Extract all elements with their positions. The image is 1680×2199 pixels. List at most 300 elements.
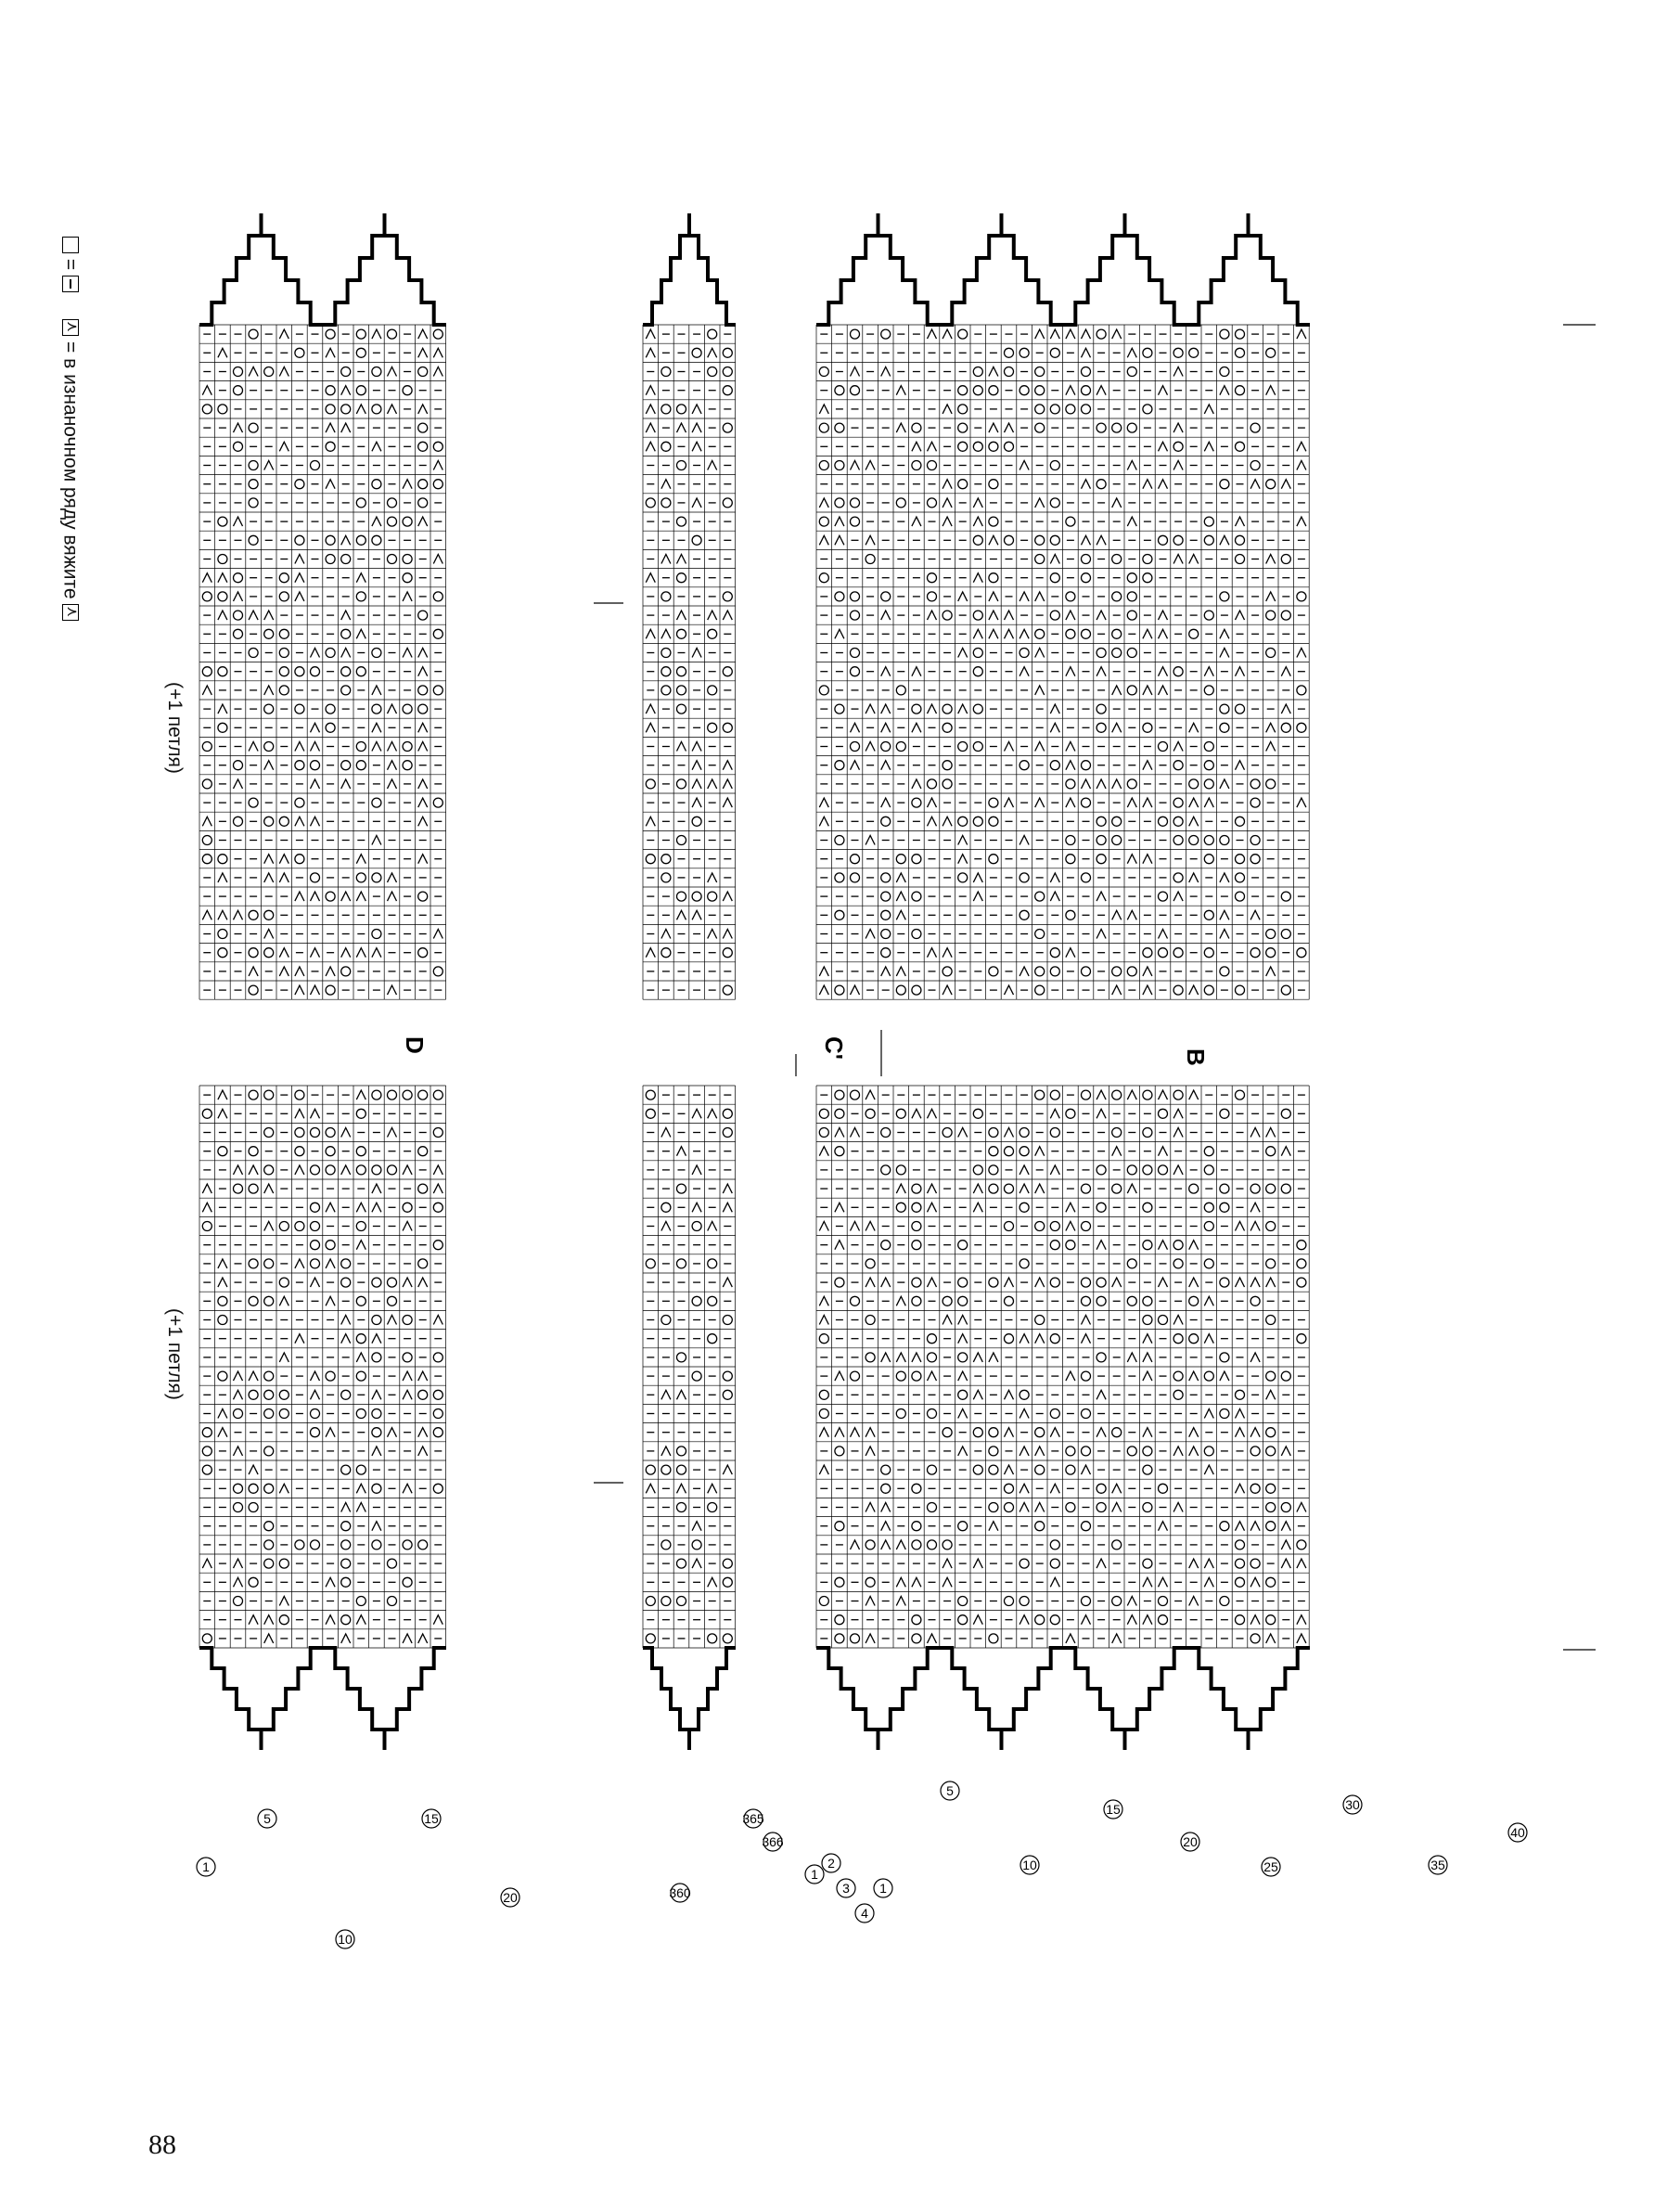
decrease-icon (418, 348, 428, 357)
yarn-over-icon (372, 367, 381, 377)
decrease-icon (295, 1334, 304, 1344)
yarn-over-icon (1266, 1259, 1276, 1268)
yarn-over-icon (1281, 555, 1290, 564)
yarn-over-icon (1127, 967, 1136, 976)
decrease-icon (677, 742, 686, 752)
yarn-over-icon (1035, 1465, 1045, 1474)
decrease-icon (356, 1202, 365, 1212)
decrease-icon (1204, 1409, 1213, 1419)
yarn-over-icon (835, 386, 844, 395)
yarn-over-icon (372, 535, 381, 545)
yarn-over-icon (1250, 1559, 1260, 1568)
yarn-over-icon (1127, 611, 1136, 620)
decrease-icon (356, 948, 365, 958)
yarn-over-icon (1066, 1503, 1075, 1512)
decrease-icon (311, 892, 320, 901)
decrease-icon (202, 910, 212, 919)
decrease-icon (881, 1522, 891, 1531)
decrease-icon (692, 761, 701, 770)
decrease-icon (279, 967, 289, 976)
yarn-over-icon (1143, 1090, 1152, 1100)
decrease-icon (723, 611, 732, 620)
yarn-over-icon (1096, 1353, 1106, 1362)
yarn-over-icon (249, 1259, 258, 1268)
yarn-over-icon (433, 1202, 442, 1212)
decrease-icon (851, 723, 860, 732)
decrease-icon (1281, 1540, 1290, 1550)
decrease-icon (403, 1390, 412, 1399)
decrease-icon (295, 985, 304, 995)
decrease-icon (851, 367, 860, 377)
decrease-icon (388, 1428, 397, 1437)
yarn-over-icon (1096, 1278, 1106, 1287)
decrease-icon (279, 442, 289, 451)
yarn-over-icon (1189, 348, 1199, 357)
decrease-icon (388, 1316, 397, 1325)
decrease-icon (418, 1371, 428, 1381)
yarn-over-icon (1159, 1316, 1168, 1325)
yarn-over-icon (835, 423, 844, 432)
decrease-icon (708, 930, 717, 939)
yarn-over-icon (1189, 1334, 1199, 1344)
yarn-over-icon (1096, 1165, 1106, 1175)
decrease-icon (943, 517, 952, 526)
yarn-over-icon (708, 1296, 717, 1305)
decrease-icon (896, 1184, 905, 1193)
yarn-over-icon (311, 461, 320, 470)
decrease-icon (958, 1128, 968, 1138)
yarn-over-icon (989, 798, 998, 807)
yarn-over-icon (1127, 1296, 1136, 1305)
decrease-icon (708, 1484, 717, 1493)
decrease-icon (973, 1353, 982, 1362)
yarn-over-icon (433, 1090, 442, 1100)
yarn-over-icon (646, 1090, 655, 1100)
yarn-over-icon (1297, 686, 1306, 695)
decrease-icon (1204, 1334, 1213, 1344)
yarn-over-icon (692, 1296, 701, 1305)
yarn-over-icon (1035, 629, 1045, 638)
decrease-icon (1143, 855, 1152, 864)
decrease-icon (311, 779, 320, 789)
yarn-over-icon (912, 461, 921, 470)
yarn-over-icon (943, 1428, 952, 1437)
decrease-icon (1096, 1109, 1106, 1118)
yarn-over-icon (403, 742, 412, 752)
yarn-over-icon (912, 704, 921, 714)
decrease-icon (866, 704, 875, 714)
decrease-icon (1082, 1615, 1091, 1625)
decrease-icon (943, 985, 952, 995)
decrease-icon (249, 1465, 258, 1474)
yarn-over-icon (249, 1577, 258, 1587)
decrease-icon (1020, 1447, 1029, 1456)
yarn-over-icon (851, 1634, 860, 1643)
decrease-icon (1236, 1409, 1245, 1419)
yarn-over-icon (341, 555, 351, 564)
decrease-icon (234, 1390, 243, 1399)
yarn-over-icon (912, 1522, 921, 1531)
yarn-over-icon (356, 386, 365, 395)
decrease-icon (1020, 1184, 1029, 1193)
yarn-over-icon (202, 836, 212, 845)
yarn-over-icon (249, 985, 258, 995)
chart-d-bottom-grid (199, 1086, 446, 1648)
yarn-over-icon (1204, 910, 1213, 919)
decrease-icon (1266, 1128, 1276, 1138)
decrease-icon (835, 629, 844, 638)
yarn-over-icon (1297, 948, 1306, 958)
decrease-icon (264, 1615, 274, 1625)
decrease-icon (279, 367, 289, 377)
yarn-over-icon (279, 817, 289, 826)
decrease-icon (418, 817, 428, 826)
decrease-icon (928, 1109, 937, 1118)
decrease-icon (372, 836, 381, 845)
decrease-icon (943, 948, 952, 958)
decrease-icon (1096, 1390, 1106, 1399)
yarn-over-icon (1236, 873, 1245, 882)
svg-text:365: 365 (742, 1811, 764, 1826)
yarn-over-icon (1020, 761, 1029, 770)
yarn-over-icon (928, 1465, 937, 1474)
yarn-over-icon (1066, 517, 1075, 526)
yarn-over-icon (866, 1259, 875, 1268)
decrease-icon (1189, 1597, 1199, 1606)
yarn-over-icon (708, 1503, 717, 1512)
yarn-over-icon (1189, 629, 1199, 638)
decrease-icon (723, 1184, 732, 1193)
decrease-icon (1281, 1147, 1290, 1156)
svg-text:5: 5 (946, 1783, 954, 1798)
decrease-icon (234, 423, 243, 432)
yarn-over-icon (433, 1390, 442, 1399)
decrease-icon (1005, 1128, 1014, 1138)
decrease-icon (1189, 1559, 1199, 1568)
yarn-over-icon (264, 367, 274, 377)
yarn-over-icon (264, 1128, 274, 1138)
yarn-over-icon (912, 1296, 921, 1305)
decrease-icon (1066, 742, 1075, 752)
yarn-over-icon (835, 761, 844, 770)
yarn-over-icon (989, 1147, 998, 1156)
yarn-over-icon (356, 498, 365, 508)
yarn-over-icon (723, 1371, 732, 1381)
yarn-over-icon (1143, 1128, 1152, 1138)
decrease-icon (249, 742, 258, 752)
yarn-over-icon (1005, 1147, 1014, 1156)
decrease-icon (1143, 686, 1152, 695)
yarn-over-icon (1220, 1278, 1229, 1287)
yarn-over-icon (372, 1409, 381, 1419)
yarn-over-icon (295, 1090, 304, 1100)
decrease-icon (418, 1278, 428, 1287)
yarn-over-icon (1082, 1090, 1091, 1100)
yarn-over-icon (311, 1165, 320, 1175)
decrease-icon (1189, 723, 1199, 732)
svg-text:366: 366 (762, 1834, 784, 1849)
yarn-over-icon (1035, 1090, 1045, 1100)
yarn-over-icon (912, 1184, 921, 1193)
yarn-over-icon (264, 629, 274, 638)
decrease-icon (943, 1559, 952, 1568)
yarn-over-icon (1112, 592, 1122, 601)
yarn-over-icon (341, 367, 351, 377)
decrease-icon (1220, 629, 1229, 638)
decrease-icon (1035, 1278, 1045, 1287)
yarn-over-icon (708, 1259, 717, 1268)
decrease-icon (1159, 611, 1168, 620)
yarn-over-icon (646, 1597, 655, 1606)
yarn-over-icon (835, 985, 844, 995)
decrease-icon (1204, 405, 1213, 414)
decrease-icon (692, 423, 701, 432)
yarn-over-icon (1143, 1296, 1152, 1305)
decrease-icon (896, 873, 905, 882)
decrease-icon (295, 555, 304, 564)
yarn-over-icon (1236, 1540, 1245, 1550)
decrease-icon (723, 892, 732, 901)
yarn-over-icon (372, 1428, 381, 1437)
yarn-over-icon (433, 442, 442, 451)
yarn-over-icon (1281, 1371, 1290, 1381)
yarn-over-icon (973, 667, 982, 676)
yarn-over-icon (264, 1540, 274, 1550)
yarn-over-icon (835, 1615, 844, 1625)
yarn-over-icon (418, 1390, 428, 1399)
decrease-icon (708, 1109, 717, 1118)
yarn-over-icon (1112, 649, 1122, 658)
yarn-over-icon (851, 517, 860, 526)
yarn-over-icon (1266, 948, 1276, 958)
decrease-icon (1297, 1503, 1306, 1512)
yarn-over-icon (677, 1465, 686, 1474)
yarn-over-icon (326, 1371, 335, 1381)
yarn-over-icon (819, 686, 828, 695)
decrease-icon (723, 930, 732, 939)
decrease-icon (418, 649, 428, 658)
decrease-icon (819, 798, 828, 807)
yarn-over-icon (958, 442, 968, 451)
yarn-over-icon (326, 555, 335, 564)
decrease-icon (1050, 329, 1059, 339)
yarn-over-icon (1082, 1184, 1091, 1193)
decrease-icon (692, 798, 701, 807)
yarn-over-icon (202, 667, 212, 676)
decrease-icon (1082, 1316, 1091, 1325)
decrease-icon (1096, 1090, 1106, 1100)
yarn-over-icon (433, 629, 442, 638)
yarn-over-icon (928, 592, 937, 601)
decrease-icon (866, 535, 875, 545)
yarn-over-icon (1173, 836, 1183, 845)
yarn-over-icon (835, 1278, 844, 1287)
yarn-over-icon (1035, 967, 1045, 976)
svg-text:15: 15 (424, 1811, 439, 1826)
section-label-d: D (401, 1036, 429, 1054)
decrease-icon (646, 817, 655, 826)
chart-c-bottom-grid (643, 1086, 736, 1648)
chart-b-top-grid (816, 325, 1309, 999)
decrease-icon (311, 985, 320, 995)
decrease-icon (1066, 798, 1075, 807)
yarn-over-icon (1220, 1597, 1229, 1606)
yarn-over-icon (1143, 1202, 1152, 1212)
yarn-over-icon (677, 1353, 686, 1362)
decrease-icon (234, 1559, 243, 1568)
decrease-icon (866, 1428, 875, 1437)
yarn-over-icon (218, 1316, 227, 1325)
yarn-over-icon (418, 1259, 428, 1268)
decrease-icon (1173, 1128, 1183, 1138)
decrease-icon (1281, 1559, 1290, 1568)
yarn-over-icon (1020, 873, 1029, 882)
decrease-icon (1159, 480, 1168, 489)
yarn-over-icon (1082, 386, 1091, 395)
decrease-icon (989, 423, 998, 432)
yarn-over-icon (295, 480, 304, 489)
yarn-over-icon (692, 1540, 701, 1550)
yarn-over-icon (1127, 1447, 1136, 1456)
decrease-icon (1266, 1390, 1276, 1399)
row-marker-b-2 (837, 1879, 855, 1897)
decrease-icon (1127, 910, 1136, 919)
decrease-icon (1050, 892, 1059, 901)
yarn-over-icon (249, 649, 258, 658)
decrease-icon (372, 1184, 381, 1193)
yarn-over-icon (1297, 1278, 1306, 1287)
yarn-over-icon (356, 1147, 365, 1156)
yarn-over-icon (1281, 1109, 1290, 1118)
yarn-over-icon (234, 1184, 243, 1193)
yarn-over-icon (1266, 1447, 1276, 1456)
yarn-over-icon (851, 667, 860, 676)
yarn-over-icon (881, 910, 891, 919)
decrease-icon (264, 761, 274, 770)
decrease-icon (1096, 779, 1106, 789)
decrease-icon (1159, 667, 1168, 676)
decrease-icon (295, 892, 304, 901)
yarn-over-icon (1112, 629, 1122, 638)
yarn-over-icon (1112, 817, 1122, 826)
yarn-over-icon (677, 405, 686, 414)
yarn-over-icon (356, 742, 365, 752)
yarn-over-icon (1096, 836, 1106, 845)
decrease-icon (1236, 517, 1245, 526)
decrease-icon (866, 1447, 875, 1456)
yarn-over-icon (1159, 1484, 1168, 1493)
decrease-icon (1035, 498, 1045, 508)
yarn-over-icon (1127, 686, 1136, 695)
yarn-over-icon (958, 817, 968, 826)
yarn-over-icon (1066, 592, 1075, 601)
yarn-over-icon (1096, 1484, 1106, 1493)
yarn-over-icon (1266, 779, 1276, 789)
decrease-icon (835, 517, 844, 526)
yarn-over-icon (1050, 1090, 1059, 1100)
decrease-icon (295, 817, 304, 826)
yarn-over-icon (1112, 1597, 1122, 1606)
yarn-over-icon (708, 1334, 717, 1344)
yarn-over-icon (249, 1090, 258, 1100)
decrease-icon (218, 873, 227, 882)
decrease-icon (433, 1615, 442, 1625)
decrease-icon (279, 948, 289, 958)
yarn-over-icon (418, 480, 428, 489)
decrease-icon (896, 967, 905, 976)
yarn-over-icon (326, 723, 335, 732)
decrease-icon (989, 611, 998, 620)
yarn-over-icon (1220, 1184, 1229, 1193)
decrease-icon (1050, 873, 1059, 882)
decrease-icon (835, 1241, 844, 1250)
decrease-icon (866, 461, 875, 470)
yarn-over-icon (1266, 649, 1276, 658)
yarn-over-icon (1189, 779, 1199, 789)
yarn-over-icon (1236, 855, 1245, 864)
yarn-over-icon (356, 1409, 365, 1419)
decrease-icon (851, 1222, 860, 1231)
decrease-icon (1220, 1371, 1229, 1381)
decrease-icon (1035, 1334, 1045, 1344)
decrease-icon (943, 329, 952, 339)
yarn-over-icon (1143, 348, 1152, 357)
decrease-icon (1005, 1465, 1014, 1474)
decrease-icon (295, 592, 304, 601)
yarn-over-icon (1005, 535, 1014, 545)
yarn-over-icon (661, 855, 671, 864)
yarn-over-icon (677, 1447, 686, 1456)
yarn-over-icon (1173, 817, 1183, 826)
yarn-over-icon (1020, 348, 1029, 357)
yarn-over-icon (677, 704, 686, 714)
yarn-over-icon (835, 1577, 844, 1587)
yarn-over-icon (1050, 1615, 1059, 1625)
row-marker-d-4 (501, 1888, 519, 1907)
decrease-icon (881, 761, 891, 770)
decrease-icon (708, 611, 717, 620)
decrease-icon (851, 1128, 860, 1138)
svg-text:25: 25 (1263, 1859, 1278, 1874)
decrease-icon (1066, 1371, 1075, 1381)
yarn-over-icon (356, 1597, 365, 1606)
yarn-over-icon (295, 535, 304, 545)
yarn-over-icon (896, 1371, 905, 1381)
decrease-icon (356, 1484, 365, 1493)
yarn-over-icon (326, 704, 335, 714)
decrease-icon (708, 873, 717, 882)
yarn-over-icon (989, 1428, 998, 1437)
yarn-over-icon (1266, 1522, 1276, 1531)
decrease-icon (1281, 480, 1290, 489)
yarn-over-icon (1035, 423, 1045, 432)
yarn-over-icon (418, 892, 428, 901)
decrease-icon (264, 1222, 274, 1231)
chart-d-top-border (199, 213, 446, 325)
chart-c-bottom-border (643, 1648, 736, 1750)
yarn-over-icon (989, 1184, 998, 1193)
yarn-over-icon (388, 1278, 397, 1287)
yarn-over-icon (1066, 405, 1075, 414)
yarn-over-icon (1266, 1147, 1276, 1156)
yarn-over-icon (835, 873, 844, 882)
decrease-icon (403, 1371, 412, 1381)
svg-text:20: 20 (1183, 1834, 1198, 1849)
yarn-over-icon (958, 1241, 968, 1250)
decrease-icon (692, 779, 701, 789)
decrease-icon (708, 461, 717, 470)
yarn-over-icon (326, 1147, 335, 1156)
